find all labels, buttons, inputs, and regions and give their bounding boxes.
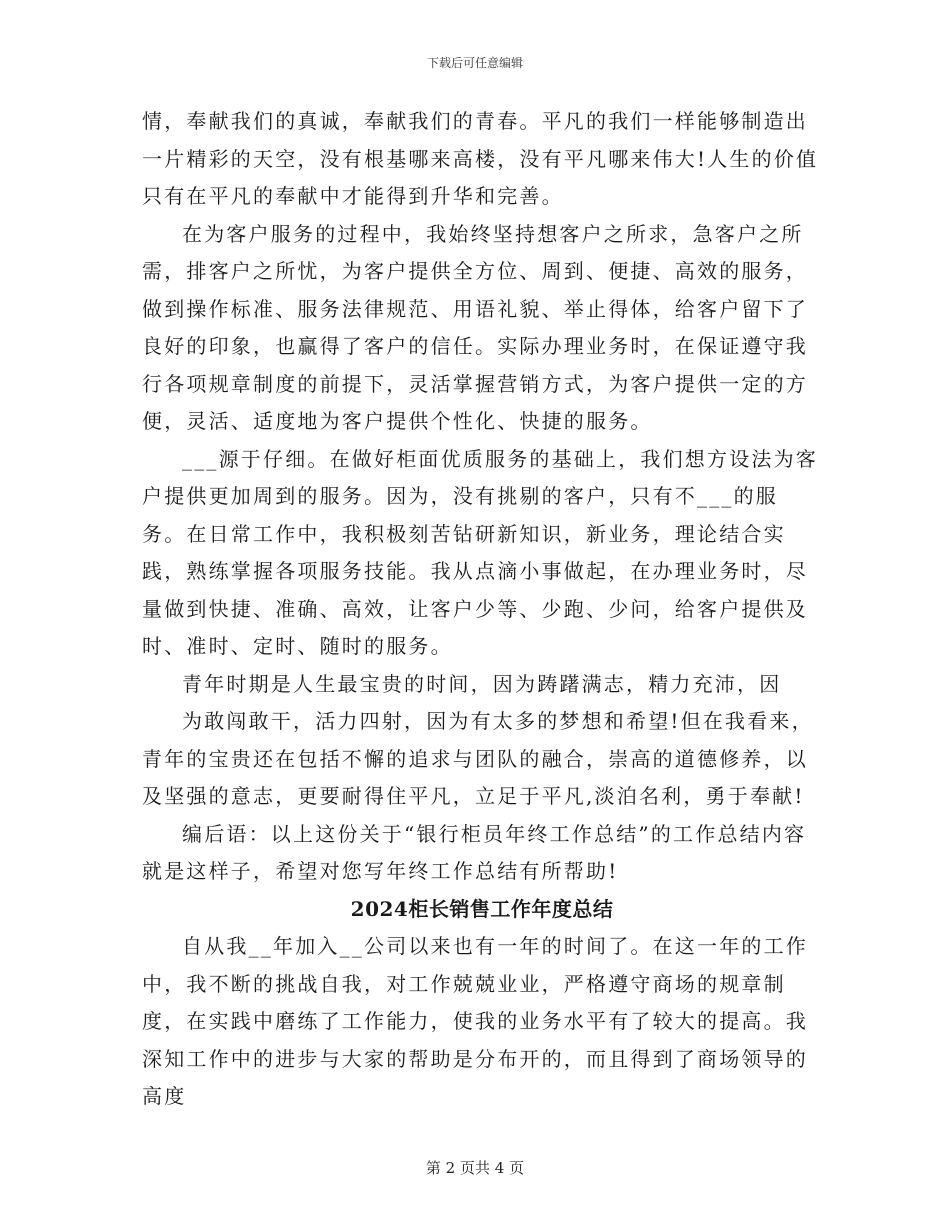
paragraph: 青年时期是人生最宝贵的时间，因为踌躇满志，精力充沛，因 — [182, 671, 782, 696]
paragraph: 自从我__年加入__公司以来也有一年的时间了。在这一年的工作中，我不断的挑战自我，对工作兢兢业业，严格遵守商场的规章制度，在实践中磨练了工作能力，使我的业务水平有了较大的提高。我深知工作中的进步与大家的帮助是分布开的，而且得到了商场领导的高度 — [142, 934, 808, 1108]
document-body — [142, 103, 822, 1116]
paragraph: ___源于仔细。在做好柜面优质服务的基础上，我们想方设法为客户提供更加周到的服务。因为，没有挑剔的客户，只有不___的服务。在日常工作中，我积极刻苦钻研新知识，新业务，理论结合实践，熟练掌握各项服务技能。我从点滴小事做起，在办理业务时，尽量做到快捷、准确、高效，让客户少等、少跑、少问，给客户提供及时、准时、定时、随时的服务。 — [142, 446, 818, 658]
paragraph: 编后语：以上这份关于“银行柜员年终工作总结”的工作总结内容就是这样子，希望对您写年终工作总结有所帮助! — [142, 821, 807, 883]
page-number: 第 2 页共 4 页 — [425, 1159, 525, 1177]
header-note: 下载后可任意编辑 — [426, 56, 523, 70]
paragraph: 在为客户服务的过程中，我始终坚持想客户之所求，急客户之所需，排客户之所忧，为客户提供全方位、周到、便捷、高效的服务，做到操作标准、服务法律规范、用语礼貌、举止得体，给客户留下了良好的印象，也赢得了客户的信任。实际办理业务时，在保证遵守我行各项规章制度的前提下，灵活掌握营销方式，为客户提供一定的方便，灵活、适度地为客户提供个性化、快捷的服务。 — [142, 221, 808, 433]
paragraph: 为敢闯敢干，活力四射，因为有太多的梦想和希望!但在我看来，青年的宝贵还在包括不懈的追求与团队的融合，崇高的道德修养，以及坚强的意志，更要耐得住平凡，立足于平凡,淡泊名利，勇于奉献! — [142, 709, 814, 808]
paragraph: 情，奉献我们的真诚，奉献我们的青春。平凡的我们一样能够制造出一片精彩的天空，没有根基哪来高楼，没有平凡哪来伟大!人生的价值只有在平凡的奉献中才能得到升华和完善。 — [142, 109, 819, 208]
section-title: 2024柜长销售工作年度总结 — [350, 896, 614, 921]
